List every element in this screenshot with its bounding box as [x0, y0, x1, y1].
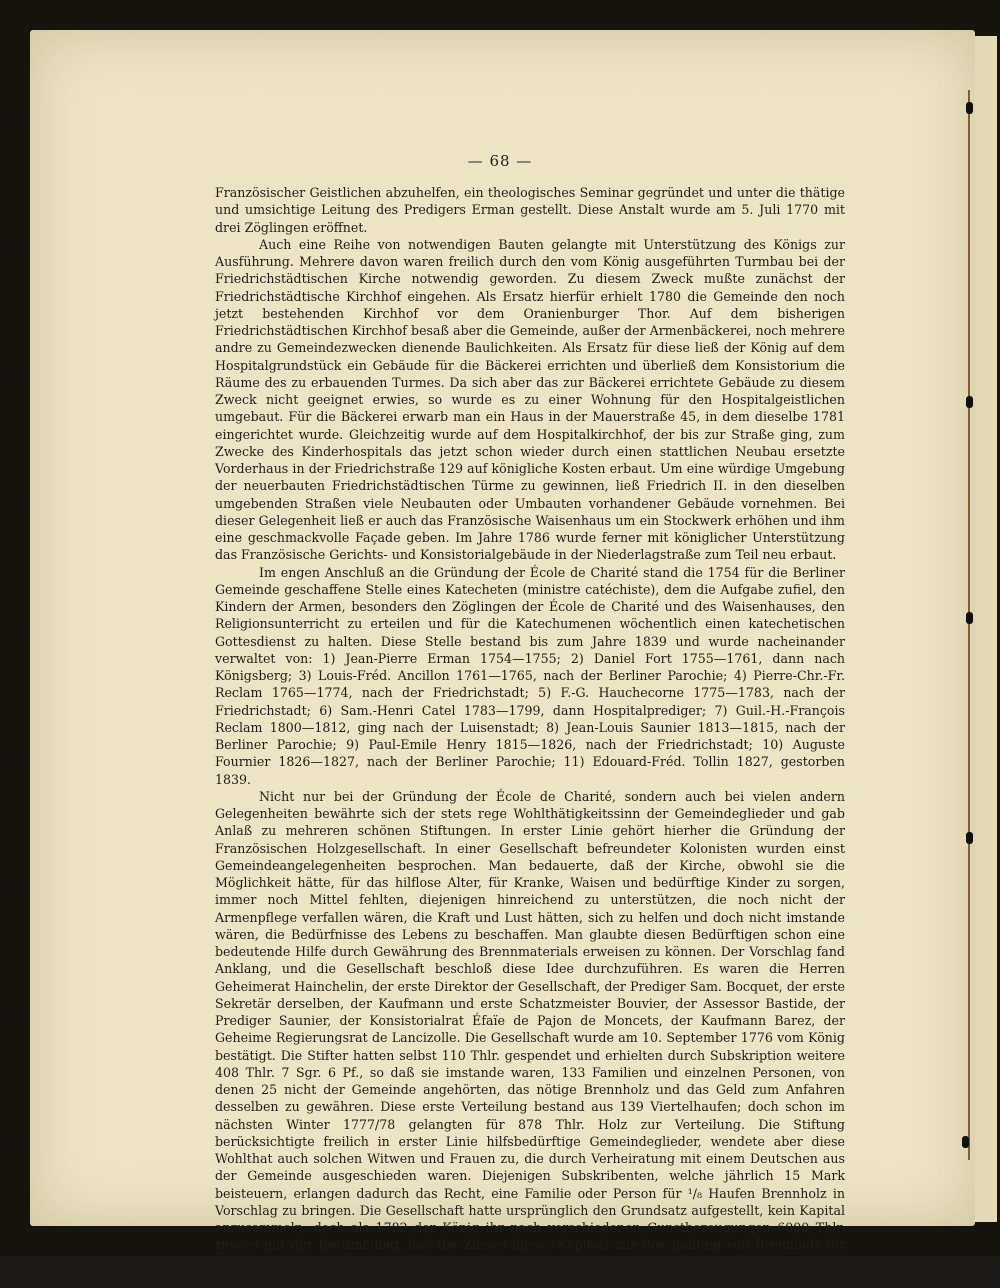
- paragraph-1: Französischer Geistlichen abzuhelfen, ein theologisches Seminar gegründet und unter die thätige und umsichtige Leitung des Predigers Erman gestellt. Diese Anstalt wurde am 5. Juli 1770 mit drei Zöglingen eröffnet.: [215, 185, 845, 235]
- stitch-mark: [962, 1136, 969, 1148]
- stitch-mark: [966, 832, 973, 844]
- body-text: [215, 184, 845, 1288]
- paragraph-4: Nicht nur bei der Gründung der École de Charité, sondern auch bei vielen andern Gelegenheiten bewährte sich der stets rege Wohlthätigkeitssinn der Gemeindeglieder und gab Anlaß zu mehreren schönen Stiftungen. In erster Linie gehört hierher die Gründung der Französischen Holzgesellschaft. In einer Gesellschaft befreundeter Kolonisten wurden einst Gemeindeangelegenheiten besprochen. Man bedauerte, daß der Kirche, obwohl sie die Möglichkeit hätte, für das hilflose Alter, für Kranke, Waisen und bedürftige Kinder zu sorgen, immer noch Mittel fehlten, diejenigen hinreichend zu unterstützen, die noch nicht der Armenpflege verfallen wären, die Kraft und Lust hätten, sich zu helfen und doch nicht imstande wären, die Bedürfnisse des Lebens zu beschaffen. Man glaubte diesen Bedürftigen schon eine bedeutende Hilfe durch Gewährung des Brennmaterials erweisen zu können. Der Vorschlag fand Anklang, und die Gesellschaft beschloß diese Idee durchzuführen. Es waren die Herren Geheimerat Hainchelin, der erste Direktor der Gesellschaft, der Prediger Sam. Bocquet, der erste Sekretär derselben, der Kaufmann und erste Schatzmeister Bouvier, der Assessor Bastide, der Prediger Saunier, der Konsistorialrat Éfaïe de Pajon de Moncets, der Kaufmann Barez, der Geheime Regierungsrat de Lancizolle. Die Gesellschaft wurde am 10. September 1776 vom König bestätigt. Die Stifter hatten selbst 110 Thlr. gespendet und erhielten durch Subskription weitere 408 Thlr. 7 Sgr. 6 Pf., so daß sie imstande waren, 133 Familien und einzelnen Personen, von denen 25 nicht der Gemeinde angehörten, das nötige Brennholz und das Geld zum Anfahren desselben zu gewähren. Diese erste Verteilung bestand aus 139 Viertelhaufen; doch schon im nächsten Winter 1777/78 gelangten für 878 Thlr. Holz zur Verteilung. Die Stiftung berücksichtigte freilich in erster Linie hilfsbedürftige Gemeindeglieder, wendete aber diese Wohlthat auch solchen Witwen und Frauen zu, die durch Verheiratung mit einem Deutschen aus der Gemeinde ausgeschieden waren. Diejenigen Subskribenten, welche jährlich 15 Mark beisteuern, erlangen dadurch das Recht, eine Familie oder Person für ¹/₈ Haufen Brennholz in Vorschlag zu bringen. Die Gesellschaft hatte ursprünglich den Grundsatz aufgestellt, kein Kapital anzusammeln; doch als 1782 der König ihr nach verschiedenen Gunstbezeugungen 6000 Thlr. zuwies mit der Bestimmung, daß die Zinsen dieses Kapitals zur Beschaffung von Brennholz für Arme verwendet werden sollten, da mußte dieser Grundsatz aufgegeben werden. Man traf 1783 mit dem Kon-: [215, 788, 845, 1287]
- page-number: — 68 —: [467, 152, 533, 170]
- paragraph-2: Auch eine Reihe von notwendigen Bauten gelangte mit Unterstützung des Königs zur Ausführung. Mehrere davon waren freilich durch den vom König ausgeführten Turmbau bei der Friedrichstädtischen Kirche notwendig geworden. Zu diesem Zweck mußte zunächst der Friedrichstädtische Kirchhof eingehen. Als Ersatz hierfür erhielt 1780 die Gemeinde den noch jetzt bestehenden Kirchhof vor dem Oranienburger Thor. Auf dem bisherigen Friedrichstädtischen Kirchhof besaß aber die Gemeinde, außer der Armenbäckerei, noch mehrere andre zu Gemeindezwecken dienende Baulichkeiten. Als Ersatz für diese ließ der König auf dem Hospitalgrundstück ein Gebäude für die Bäckerei errichten und überließ dem Konsistorium die Räume des zu erbauenden Turmes. Da sich aber das zur Bäckerei errichtete Gebäude zu diesem Zweck nicht geeignet erwies, so wurde es zu einer Wohnung für den Hospitalgeistlichen umgebaut. Für die Bäckerei erwarb man ein Haus in der Mauerstraße 45, in dem dieselbe 1781 eingerichtet wurde. Gleichzeitig wurde auf dem Hospitalkirchhof, der bis zur Straße ging, zum Zwecke des Kinderhospitals das jetzt schon wieder durch einen stattlichen Neubau ersetzte Vorderhaus in der Friedrichstraße 129 auf königliche Kosten erbaut. Um eine würdige Umgebung der neuerbauten Friedrichstädtischen Türme zu gewinnen, ließ Friedrich II. in den dieselben umgebenden Straßen viele Neubauten oder Umbauten vorhandener Gebäude vornehmen. Bei dieser Gelegenheit ließ er auch das Französische Waisenhaus um ein Stockwerk erhöhen und ihm eine geschmackvolle Façade geben. Im Jahre 1786 wurde ferner mit königlicher Unterstützung das Französische Gerichts- und Konsistorialgebäude in der Niederlagstraße zum Teil neu erbaut.: [215, 236, 845, 563]
- binding-thread: [968, 90, 974, 1160]
- paragraph-3: Im engen Anschluß an die Gründung der École de Charité stand die 1754 für die Berliner Gemeinde geschaffene Stelle eines Katecheten (ministre catéchiste), dem die Aufgabe zufiel, den Kindern der Armen, besonders den Zöglingen der École de Charité und des Waisenhauses, den Religionsunterricht zu erteilen und für die Katechumenen wöchentlich einen katechetischen Gottesdienst zu halten. Diese Stelle bestand bis zum Jahre 1839 und wurde nacheinander verwaltet von: 1) Jean-Pierre Erman 1754—1755; 2) Daniel Fort 1755—1761, dann nach Königsberg; 3) Louis-Fréd. Ancillon 1761—1765, nach der Berliner Parochie; 4) Pierre-Chr.-Fr. Reclam 1765—1774, nach der Friedrichstadt; 5) F.-G. Hauchecorne 1775—1783, nach der Friedrichstadt; 6) Sam.-Henri Catel 1783—1799, dann Hospitalprediger; 7) Guil.-H.-François Reclam 1800—1812, ging nach der Luisenstadt; 8) Jean-Louis Saunier 1813—1815, nach der Berliner Parochie; 9) Paul-Emile Henry 1815—1826, nach der Friedrichstadt; 10) Auguste Fournier 1826—1827, nach der Berliner Parochie; 11) Edouard-Fréd. Tollin 1827, gestorben 1839.: [215, 564, 845, 787]
- stitch-mark: [966, 396, 973, 408]
- stitch-mark: [966, 612, 973, 624]
- stitch-mark: [966, 102, 973, 114]
